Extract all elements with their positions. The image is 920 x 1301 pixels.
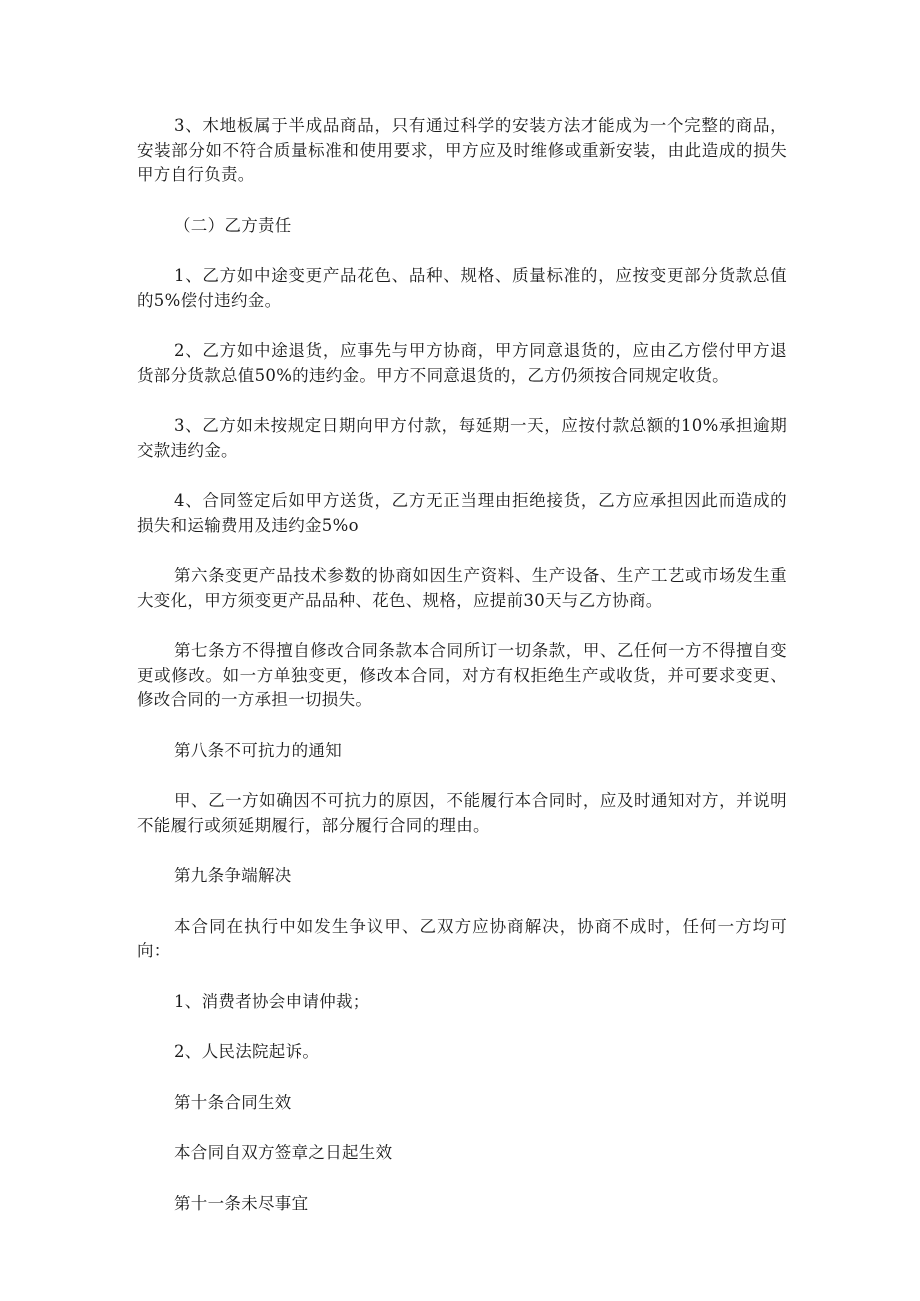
clause-paragraph: 4、合同签定后如甲方送货，乙方无正当理由拒绝接货，乙方应承担因此而造成的损失和运输费用及违约金5%o [137, 491, 787, 535]
article-heading: 第十一条未尽事宜 [174, 1193, 309, 1213]
clause-paragraph: 1、乙方如中途变更产品花色、品种、规格、质量标准的，应按变更部分货款总值的5%偿付违约金。 [137, 266, 787, 310]
article-heading: 第八条不可抗力的通知 [174, 740, 342, 760]
article-heading: 第十条合同生效 [174, 1092, 292, 1112]
list-item: 1、消费者协会申请仲裁； [174, 991, 370, 1011]
clause-paragraph: 3、木地板属于半成品商品，只有通过科学的安装方法才能成为一个完整的商品，安装部分如不符合质量标准和使用要求，甲方应及时维修或重新安装，由此造成的损失甲方自行负责。 [137, 116, 787, 184]
clause-paragraph: 甲、乙一方如确因不可抗力的原因，不能履行本合同时，应及时通知对方，并说明不能履行或须延期履行，部分履行合同的理由。 [137, 791, 787, 835]
article-paragraph: 第七条方不得擅自修改合同条款本合同所订一切条款，甲、乙任何一方不得擅自变更或修改。如一方单独变更，修改本合同，对方有权拒绝生产或收货，并可要求变更、修改合同的一方承担一切损失。 [137, 641, 787, 709]
clause-paragraph: 本合同在执行中如发生争议甲、乙双方应协商解决，协商不成时，任何一方均可向： [137, 916, 787, 960]
clause-paragraph: 本合同自双方签章之日起生效 [174, 1143, 393, 1162]
document-body [137, 114, 787, 1242]
clause-paragraph: 2、乙方如中途退货，应事先与甲方协商，甲方同意退货的，应由乙方偿付甲方退货部分货款总值50%的违约金。甲方不同意退货的，乙方仍须按合同规定收货。 [137, 341, 787, 385]
section-heading: （二）乙方责任 [174, 215, 292, 235]
list-item: 2、人民法院起诉。 [174, 1042, 320, 1061]
article-heading: 第九条争端解决 [174, 866, 292, 885]
clause-paragraph: 3、乙方如未按规定日期向甲方付款，每延期一天，应按付款总额的10%承担逾期交款违约金。 [137, 416, 787, 460]
article-paragraph: 第六条变更产品技术参数的协商如因生产资料、生产设备、生产工艺或市场发生重大变化，甲方须变更产品品种、花色、规格，应提前30天与乙方协商。 [137, 566, 787, 610]
